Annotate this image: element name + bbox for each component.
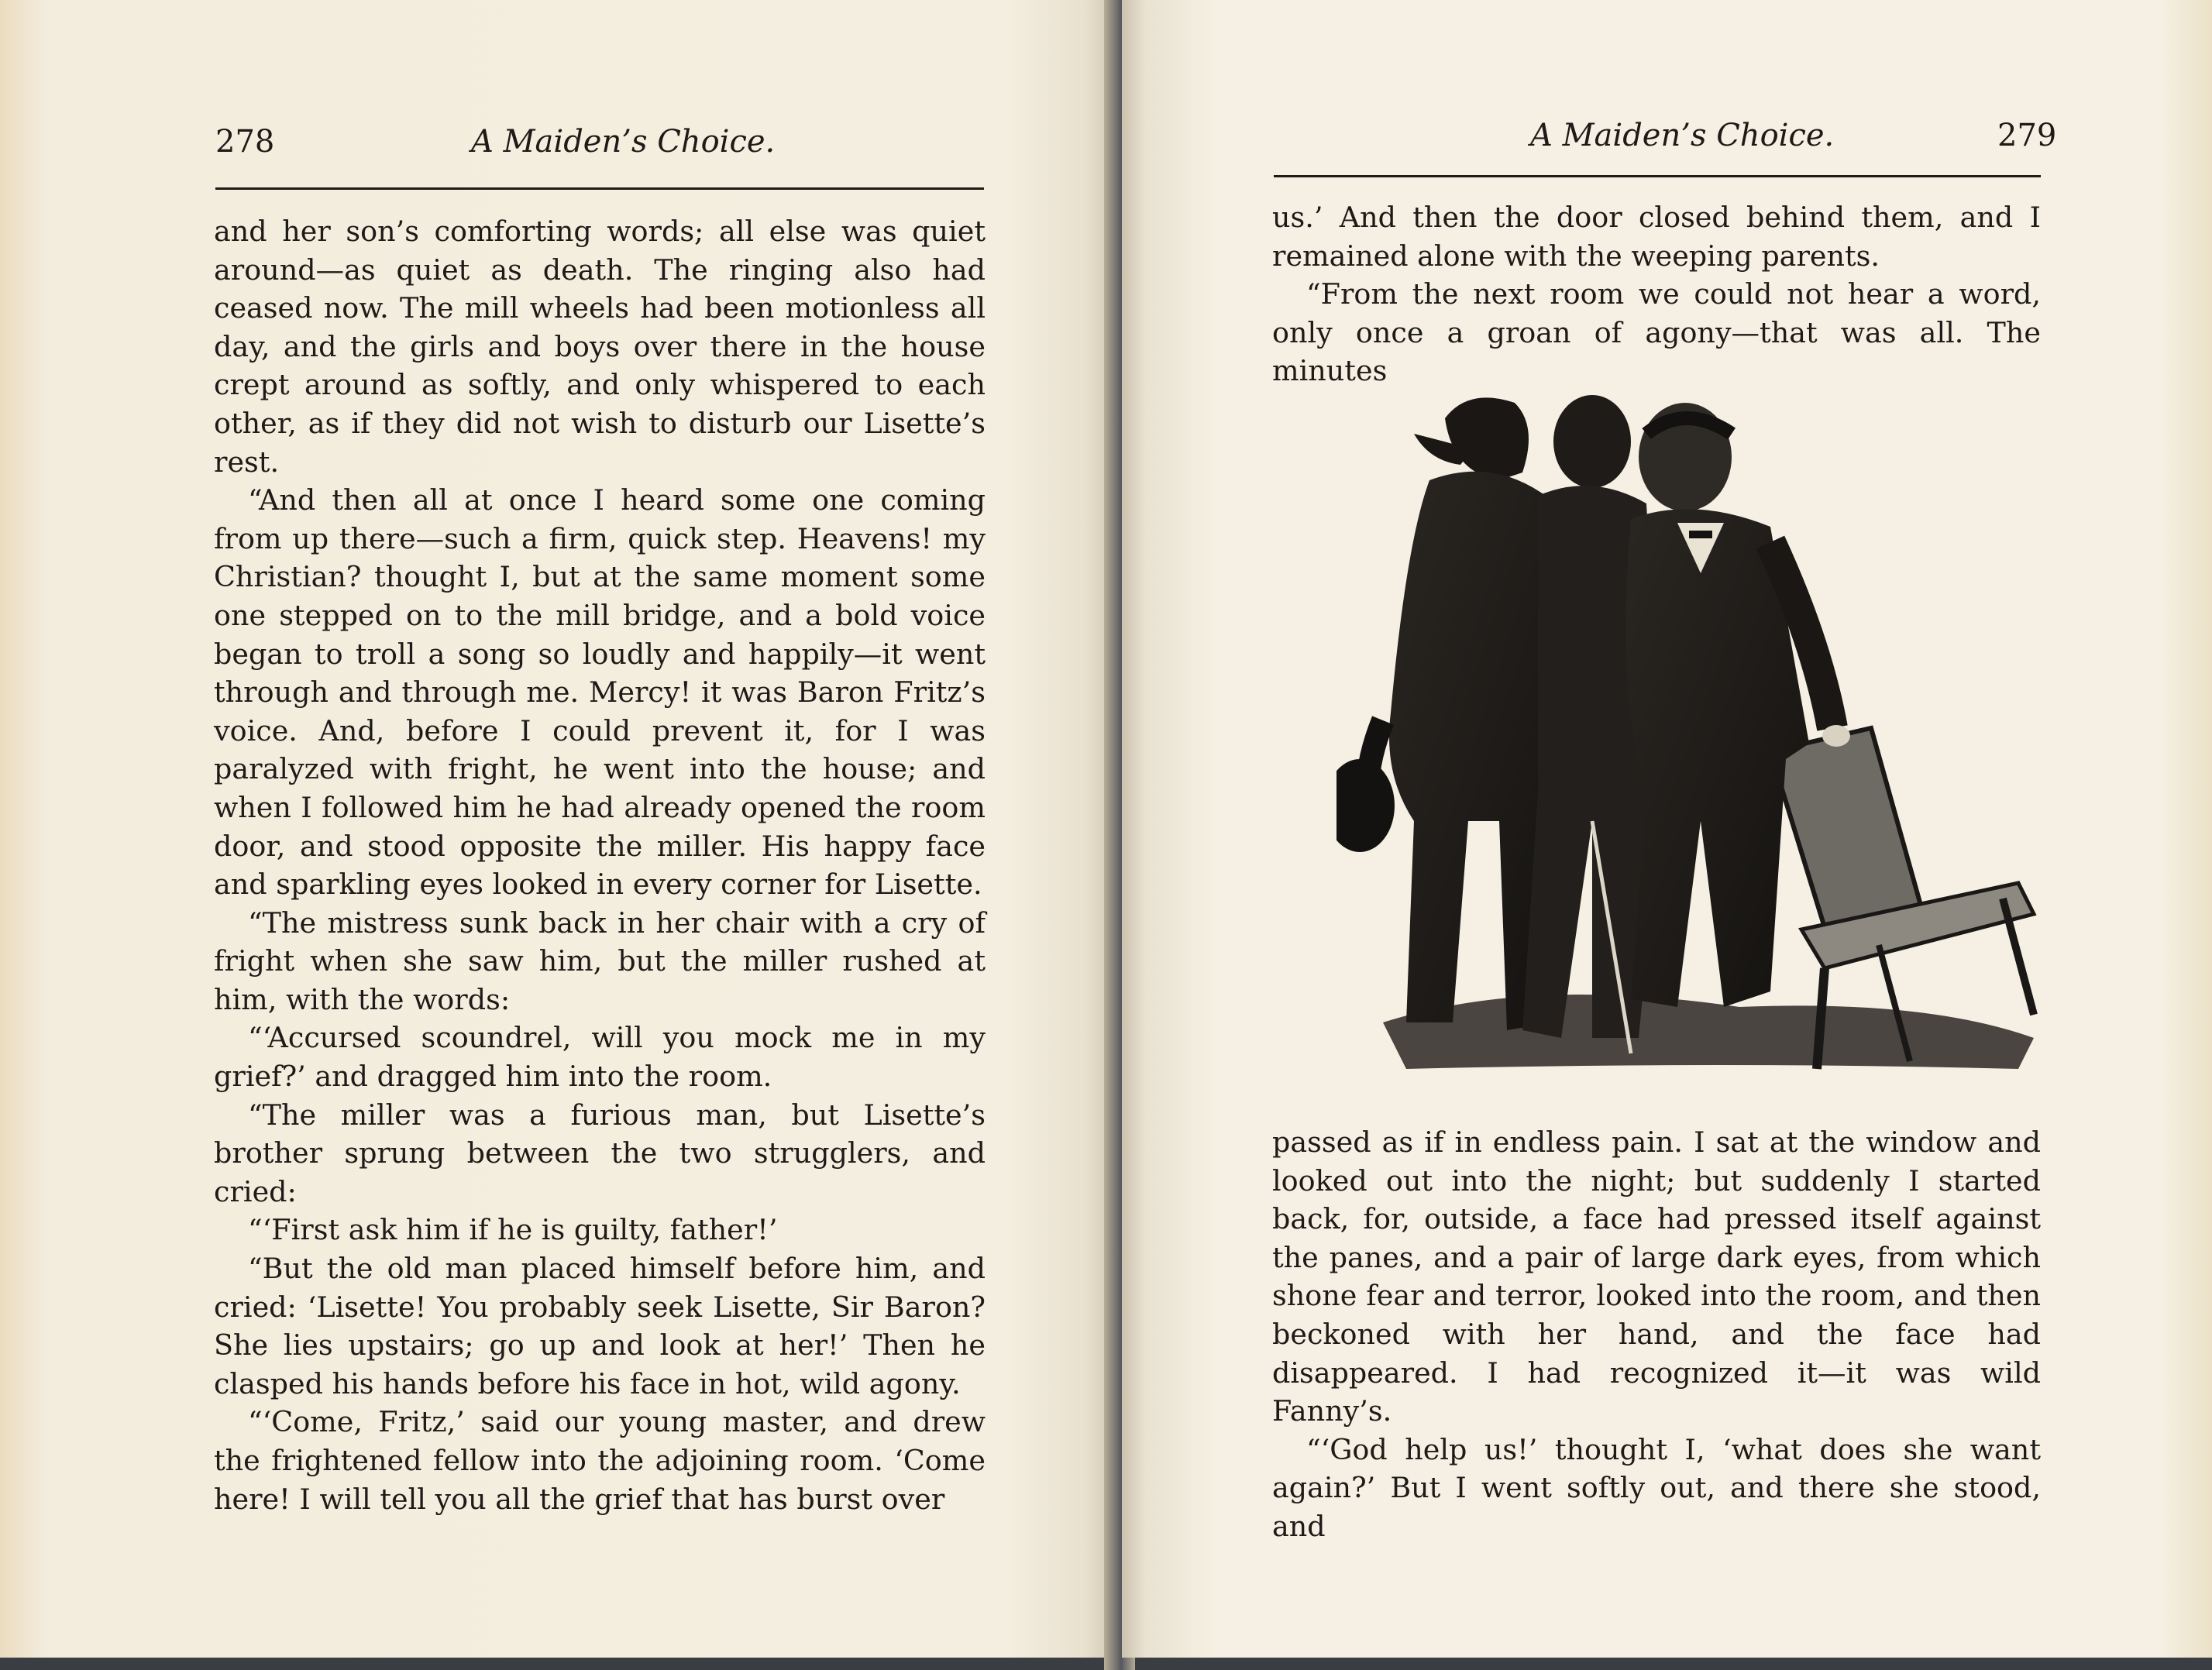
paragraph: “‘Come, Fritz,’ said our young master, and drew the frightened fellow into the adjoining room. ‘Come here! I will tell you all the grief that has burst over <box>214 1405 986 1516</box>
paragraph: “‘Accursed scoundrel, will you mock me in my grief?’ and dragged him into the room. <box>214 1021 986 1094</box>
paragraph: passed as if in endless pain. I sat at the window and looked out into the night; but suddenly I started back, for, outside, a face had pressed itself against the panes, and a pair of large dark eyes, from which shone fear and terror, looked into the room, and then beckoned with her hand, and the face had disappeared. I had recognized it—it was wild Fanny’s. <box>1272 1125 2041 1428</box>
left-page-number: 278 <box>215 124 275 160</box>
left-header-rule <box>215 187 984 190</box>
right-page-number: 279 <box>1997 118 2057 153</box>
right-body-text-top <box>1272 198 2041 390</box>
right-header-rule <box>1274 175 2041 177</box>
paragraph: “And then all at once I heard some one coming from up there—such a firm, quick step. Heavens! my Christian? thought I, but at the same moment some one stepped on to the mill bridge, and a bold voice began to troll a song so loudly and happily—it went through and through me. Mercy! it was Baron Fritz’s voice. And, before I could prevent it, for I was paralyzed with fright, he went into the house; and when I followed him he had already opened the room door, and stood opposite the miller. His happy face and sparkling eyes looked in every corner for Lisette. <box>214 483 986 902</box>
right-figure <box>1625 403 1850 1007</box>
paragraph: “But the old man placed himself before him, and cried: ‘Lisette! You probably seek Lisette, Sir Baron? She lies upstairs; go up and look at her!’ Then he clasped his hands before his face in hot, wild agony. <box>214 1252 986 1400</box>
paragraph: and her son’s comforting words; all else was quiet around—as quiet as death. The ringing also had ceased now. The mill wheels had been motionless all day, and the girls and boys over there in the house crept around as softly, and only whispered to each other, as if they did not wish to disturb our Lisette’s rest. <box>214 215 986 479</box>
paragraph: “‘First ask him if he is guilty, father!’ <box>248 1213 778 1247</box>
left-running-title: A Maiden’s Choice. <box>471 124 776 160</box>
paragraph: “‘God help us!’ thought I, ‘what does she want again?’ But I went softly out, and there she stood, and <box>1272 1432 2041 1543</box>
paragraph: “From the next room we could not hear a word, only once a groan of agony—that was all. The minutes <box>1272 277 2041 388</box>
paragraph: us.’ And then the door closed behind them, and I remained alone with the weeping parents. <box>1272 201 2041 273</box>
right-running-title: A Maiden’s Choice. <box>1530 118 1835 153</box>
paragraph: “The miller was a furious man, but Lisette’s brother sprung between the two strugglers, and cried: <box>214 1098 986 1208</box>
paragraph: “The mistress sunk back in her chair with a cry of fright when she saw him, but the miller rushed at him, with the words: <box>214 905 986 1016</box>
illustration-three-men-with-chair <box>1336 387 2043 1077</box>
right-body-text-bottom <box>1272 1123 2041 1546</box>
left-body-text <box>214 212 986 1518</box>
ground-shadow <box>1383 995 2034 1069</box>
